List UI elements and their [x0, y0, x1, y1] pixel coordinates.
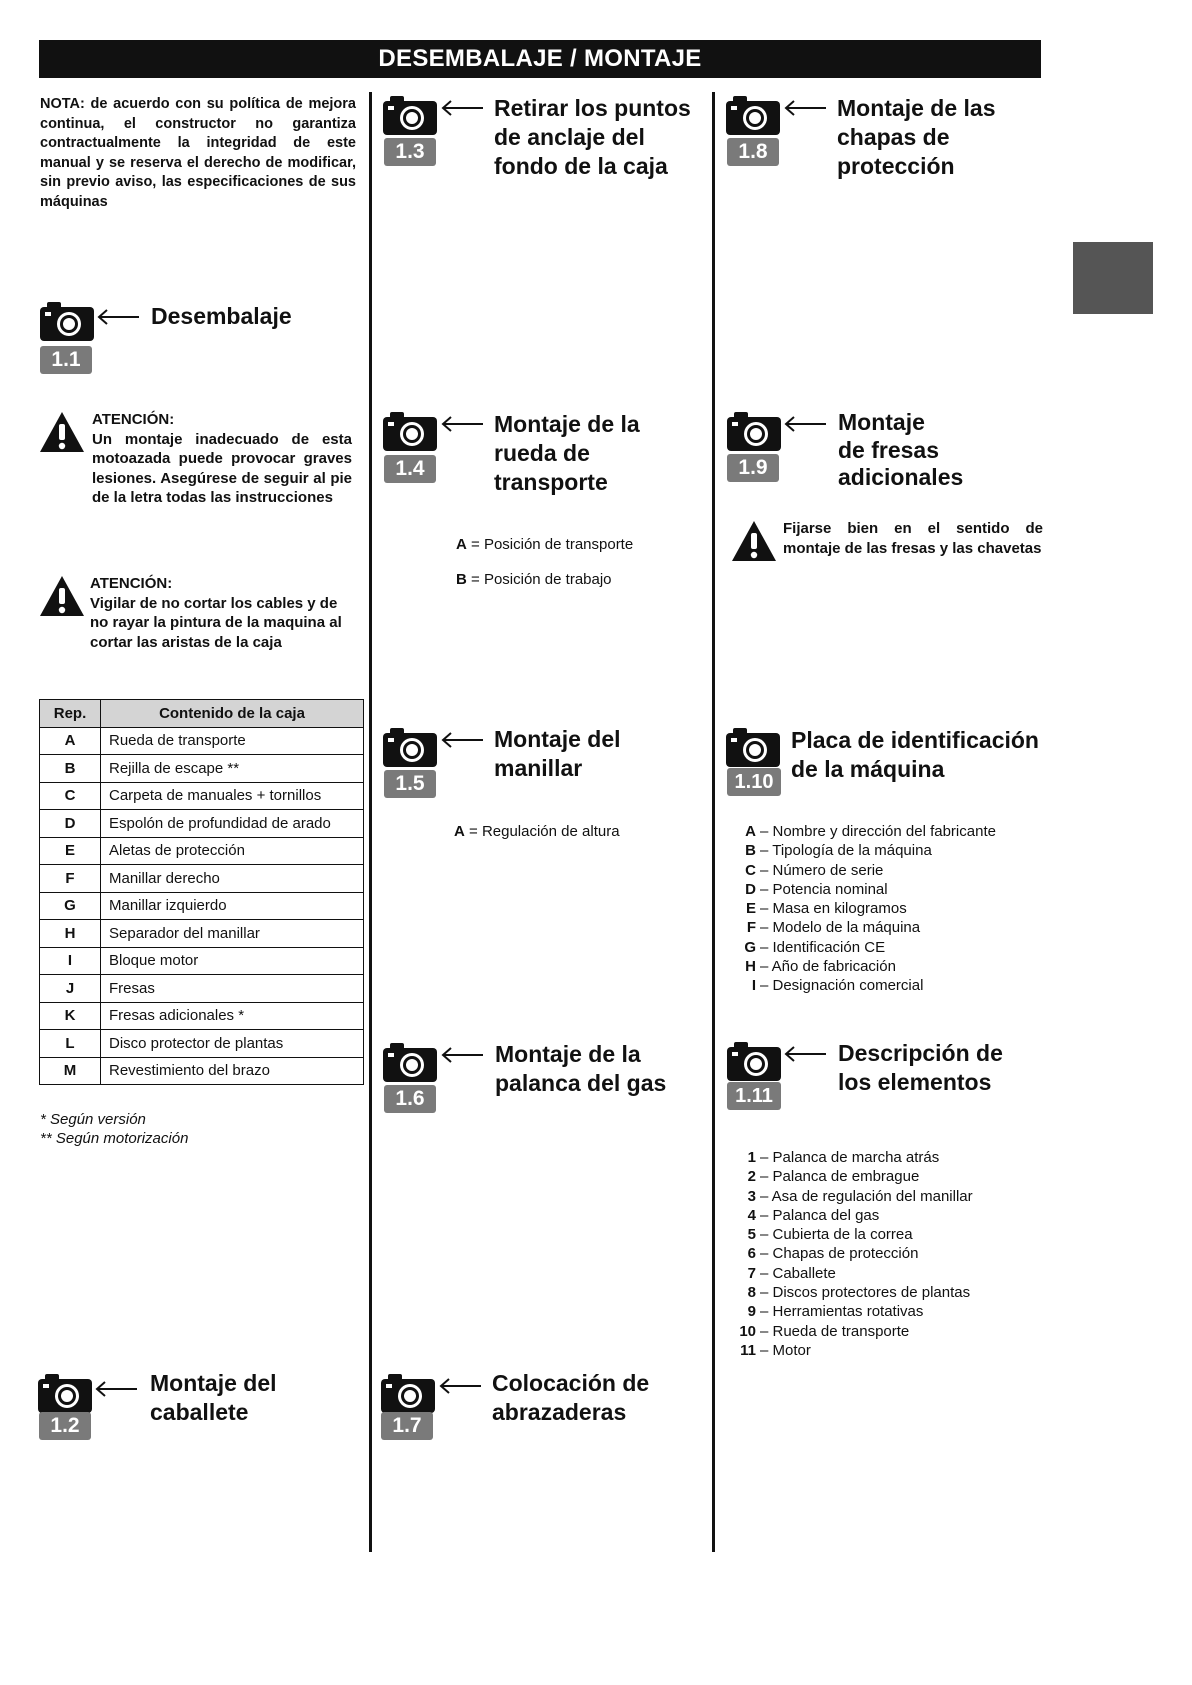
- table-cell-rep: G: [40, 892, 101, 920]
- table-cell-contents: Fresas adicionales *: [101, 1002, 364, 1030]
- legend-text: = Regulación de altura: [469, 823, 620, 840]
- table-row: [40, 1057, 364, 1085]
- element-description-list: [734, 1148, 973, 1360]
- section-title-1-2-line1: Montaje del: [150, 1370, 277, 1396]
- section-badge-1-10: 1.10: [727, 768, 781, 796]
- table-cell-rep: A: [40, 727, 101, 755]
- list-item: [744, 938, 996, 957]
- footnote-engine: ** Según motorización: [40, 1130, 189, 1147]
- warning-icon: [730, 519, 778, 563]
- arrow-left-icon: [440, 1045, 484, 1065]
- section-badge-1-9: 1.9: [727, 454, 779, 482]
- table-row: [40, 1030, 364, 1058]
- list-item: [744, 822, 996, 841]
- list-item: [744, 957, 996, 976]
- arrow-left-icon: [438, 1376, 482, 1396]
- table-row: [40, 892, 364, 920]
- list-item: [734, 1244, 973, 1263]
- table-cell-contents: Bloque motor: [101, 947, 364, 975]
- table-header-row: [40, 700, 364, 728]
- legend-1-4-b: [456, 570, 612, 589]
- list-item-text: – Palanca de embrague: [760, 1168, 920, 1186]
- table-row: [40, 865, 364, 893]
- list-item: [734, 1206, 973, 1225]
- section-title-1-3-line3: fondo de la caja: [494, 153, 668, 179]
- warning-1-heading: ATENCIÓN:: [92, 411, 175, 428]
- section-title-1-8-line2: chapas de: [837, 124, 950, 150]
- list-item-key: E: [745, 900, 756, 918]
- list-item-key: B: [745, 842, 756, 860]
- warning-1-text: Un montaje inadecuado de esta motoazada puede provocar graves lesiones. Asegúrese de seguir al pie de la letra todas las instrucciones: [92, 430, 352, 506]
- arrow-left-icon: [440, 414, 484, 434]
- warning-1: [92, 410, 352, 508]
- section-title-1-10-line1: Placa de identificación: [791, 727, 1039, 753]
- table-cell-rep: E: [40, 837, 101, 865]
- table-cell-rep: F: [40, 865, 101, 893]
- camera-icon: [39, 300, 95, 342]
- camera-icon: [37, 1372, 93, 1414]
- list-item-key: 4: [747, 1206, 756, 1224]
- section-title-1-8-line3: protección: [837, 153, 955, 179]
- list-item: [734, 1148, 973, 1167]
- table-cell-contents: Separador del manillar: [101, 920, 364, 948]
- table-cell-contents: Fresas: [101, 975, 364, 1003]
- list-item-key: 3: [747, 1187, 756, 1205]
- table-cell-contents: Disco protector de plantas: [101, 1030, 364, 1058]
- warning-2: [90, 574, 352, 652]
- section-badge-1-4: 1.4: [384, 455, 436, 483]
- arrow-left-icon: [96, 307, 140, 327]
- table-cell-contents: Manillar derecho: [101, 865, 364, 893]
- section-title-1-5-line2: manillar: [494, 755, 583, 781]
- list-item: [734, 1225, 973, 1244]
- table-row: [40, 947, 364, 975]
- section-badge-1-1: 1.1: [40, 346, 92, 374]
- warning-icon: [38, 574, 86, 618]
- side-tab-marker: [1073, 242, 1153, 314]
- list-item-text: – Cubierta de la correa: [760, 1226, 913, 1244]
- warning-2-heading: ATENCIÓN:: [90, 575, 173, 592]
- arrow-left-icon: [783, 414, 827, 434]
- table-cell-contents: Carpeta de manuales + tornillos: [101, 782, 364, 810]
- section-title-1-6-line1: Montaje de la: [495, 1041, 641, 1067]
- camera-icon: [382, 94, 438, 136]
- list-item-text: – Palanca de marcha atrás: [760, 1149, 940, 1166]
- page-title: DESEMBALAJE / MONTAJE: [39, 40, 1041, 78]
- list-item-key: 2: [747, 1168, 756, 1186]
- section-title-1-9-line3: adicionales: [838, 464, 964, 490]
- section-badge-1-5: 1.5: [384, 770, 436, 798]
- footnotes: [40, 1110, 188, 1148]
- section-badge-1-11: 1.11: [727, 1082, 781, 1110]
- legend-1-4-a: [456, 535, 633, 554]
- table-row: [40, 975, 364, 1003]
- section-title-1-9-line1: Montaje: [838, 409, 925, 435]
- section-title-1-2-line2: caballete: [150, 1399, 249, 1425]
- list-item-key: 7: [747, 1264, 756, 1282]
- legend-1-5-a: [454, 822, 620, 841]
- table-cell-contents: Manillar izquierdo: [101, 892, 364, 920]
- list-item-key: F: [746, 919, 756, 937]
- section-title-1-4: [494, 410, 640, 497]
- column-divider-2: [712, 92, 715, 1552]
- section-title-1-6: [495, 1040, 666, 1098]
- arrow-left-icon: [440, 730, 484, 750]
- list-item-text: – Año de fabricación: [760, 958, 896, 976]
- section-title-1-7: [492, 1369, 649, 1427]
- table-cell-rep: B: [40, 755, 101, 783]
- list-item: [734, 1322, 973, 1341]
- table-cell-rep: C: [40, 782, 101, 810]
- list-item: [734, 1187, 973, 1206]
- section-title-1-9-line2: de fresas: [838, 436, 940, 463]
- table-cell-rep: H: [40, 920, 101, 948]
- section-title-1-6-line2: palanca del gas: [495, 1070, 667, 1096]
- table-row: [40, 837, 364, 865]
- table-row: [40, 755, 364, 783]
- list-item-key: D: [745, 880, 756, 898]
- list-item: [734, 1167, 973, 1186]
- table-cell-rep: I: [40, 947, 101, 975]
- list-item-text: – Nombre y dirección del fabricante: [760, 823, 996, 840]
- list-item-key: 9: [747, 1303, 756, 1321]
- list-item-key: A: [745, 823, 756, 840]
- list-item-text: – Número de serie: [760, 861, 884, 879]
- list-item: [744, 861, 996, 880]
- contents-table: [39, 699, 364, 1085]
- section-title-1-4-line2: rueda de: [494, 440, 590, 466]
- section-badge-1-3: 1.3: [384, 138, 436, 166]
- legend-text: = Posición de trabajo: [471, 571, 612, 588]
- section-title-1-2: [150, 1369, 277, 1427]
- list-item-text: – Modelo de la máquina: [760, 919, 921, 937]
- list-item-text: – Caballete: [760, 1264, 836, 1282]
- arrow-left-icon: [94, 1379, 138, 1399]
- list-item: [744, 899, 996, 918]
- camera-icon: [382, 410, 438, 452]
- section-title-1-8: [837, 94, 995, 181]
- legend-key: B: [456, 571, 467, 588]
- table-row: [40, 810, 364, 838]
- list-item-text: – Motor: [760, 1341, 811, 1359]
- list-item-key: 11: [740, 1341, 756, 1359]
- list-item-text: – Herramientas rotativas: [760, 1303, 924, 1321]
- warning-1-9: Fijarse bien en el sentido de montaje de las fresas y las chavetas: [783, 520, 1043, 557]
- section-title-1-4-line3: transporte: [494, 469, 608, 495]
- table-row: [40, 1002, 364, 1030]
- section-title-1-1: Desembalaje: [151, 303, 292, 329]
- warning-icon: [38, 410, 86, 454]
- list-item-text: – Identificación CE: [760, 938, 886, 956]
- list-item-text: – Chapas de protección: [760, 1245, 919, 1263]
- table-cell-contents: Rejilla de escape **: [101, 755, 364, 783]
- table-header-rep: Rep.: [40, 700, 101, 728]
- list-item-key: 10: [739, 1322, 756, 1340]
- table-cell-rep: M: [40, 1057, 101, 1085]
- list-item: [744, 918, 996, 937]
- list-item-key: 1: [747, 1149, 756, 1166]
- table-row: [40, 920, 364, 948]
- camera-icon: [382, 726, 438, 768]
- table-cell-contents: Aletas de protección: [101, 837, 364, 865]
- list-item-text: – Potencia nominal: [760, 880, 888, 898]
- section-title-1-7-line1: Colocación de: [492, 1370, 650, 1396]
- warning-2-text: Vigilar de no cortar los cables y de no rayar la pintura de la maquina al cortar las aristas de la caja: [90, 594, 342, 651]
- section-title-1-4-line1: Montaje de la: [494, 411, 640, 437]
- section-title-1-7-line2: abrazaderas: [492, 1399, 627, 1425]
- list-item-key: G: [744, 938, 756, 956]
- section-title-1-11-line1: Descripción de: [838, 1040, 1003, 1066]
- list-item: [734, 1302, 973, 1321]
- list-item-text: – Rueda de transporte: [760, 1322, 910, 1340]
- list-item: [734, 1341, 973, 1360]
- list-item-text: – Designación comercial: [760, 977, 924, 995]
- section-title-1-5-line1: Montaje del: [494, 726, 621, 752]
- camera-icon: [382, 1041, 438, 1083]
- list-item-key: 5: [747, 1226, 756, 1244]
- list-item: [744, 841, 996, 860]
- section-title-1-10: [791, 726, 1039, 784]
- table-header-contents: Contenido de la caja: [101, 700, 364, 728]
- arrow-left-icon: [783, 98, 827, 118]
- arrow-left-icon: [440, 98, 484, 118]
- arrow-left-icon: [783, 1044, 827, 1064]
- list-item-key: H: [745, 958, 756, 976]
- list-item-text: – Palanca del gas: [760, 1206, 880, 1224]
- section-title-1-9: [838, 409, 963, 492]
- camera-icon: [726, 1040, 782, 1082]
- nota-text: NOTA: de acuerdo con su política de mejora continua, el constructor no garantiza contractualmente la integridad de este manual y se reserva el derecho de modificar, sin previo aviso, las especificaciones de sus máquinas: [40, 96, 356, 210]
- section-badge-1-2: 1.2: [39, 1412, 91, 1440]
- table-cell-contents: Rueda de transporte: [101, 727, 364, 755]
- table-cell-contents: Revestimiento del brazo: [101, 1057, 364, 1085]
- list-item: [734, 1283, 973, 1302]
- legend-key: A: [456, 536, 467, 553]
- list-item-key: 6: [747, 1245, 756, 1263]
- table-row: [40, 727, 364, 755]
- table-cell-rep: K: [40, 1002, 101, 1030]
- table-row: [40, 782, 364, 810]
- list-item-key: C: [745, 861, 756, 879]
- list-item: [734, 1264, 973, 1283]
- table-cell-rep: D: [40, 810, 101, 838]
- section-badge-1-7: 1.7: [381, 1412, 433, 1440]
- section-title-1-10-line2: de la máquina: [791, 756, 945, 782]
- camera-icon: [726, 410, 782, 452]
- table-cell-contents: Espolón de profundidad de arado: [101, 810, 364, 838]
- footnote-version: * Según versión: [40, 1111, 146, 1128]
- camera-icon: [725, 94, 781, 136]
- list-item-key: I: [751, 977, 756, 995]
- legend-text: = Posición de transporte: [471, 536, 634, 553]
- section-title-1-3-line1: Retirar los puntos: [494, 95, 691, 121]
- list-item-key: 8: [747, 1284, 756, 1302]
- list-item-text: – Asa de regulación del manillar: [760, 1187, 973, 1205]
- list-item: [744, 976, 996, 995]
- list-item-text: – Discos protectores de plantas: [760, 1284, 971, 1302]
- camera-icon: [380, 1372, 436, 1414]
- camera-icon: [725, 726, 781, 768]
- list-item-text: – Masa en kilogramos: [760, 900, 907, 918]
- section-title-1-5: [494, 725, 621, 783]
- section-title-1-3: [494, 94, 691, 181]
- identification-plate-list: [744, 822, 996, 996]
- table-cell-rep: J: [40, 975, 101, 1003]
- table-cell-rep: L: [40, 1030, 101, 1058]
- list-item: [744, 880, 996, 899]
- section-title-1-3-line2: de anclaje del: [494, 124, 645, 150]
- section-badge-1-8: 1.8: [727, 138, 779, 166]
- section-title-1-11: [838, 1039, 1003, 1097]
- section-title-1-8-line1: Montaje de las: [837, 95, 996, 121]
- section-badge-1-6: 1.6: [384, 1085, 436, 1113]
- list-item-text: – Tipología de la máquina: [760, 842, 932, 860]
- legend-key: A: [454, 823, 465, 840]
- column-divider-1: [369, 92, 372, 1552]
- section-title-1-11-line2: los elementos: [838, 1069, 992, 1095]
